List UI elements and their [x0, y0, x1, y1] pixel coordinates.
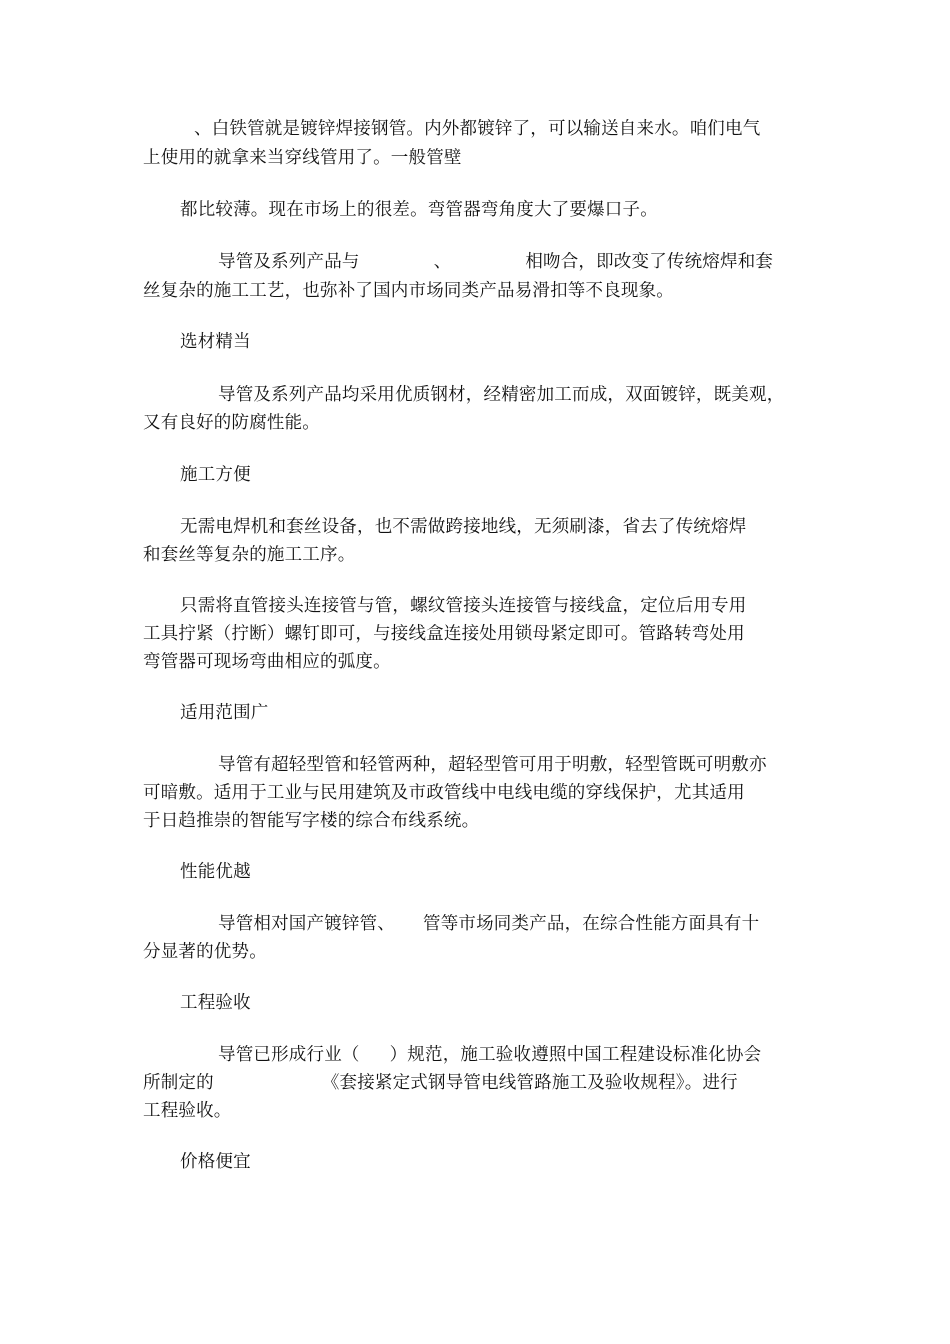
paragraph-material-line-2: 又有良好的防腐性能。 — [143, 413, 320, 433]
text-segment: ）规范，施工验收遵照中国工程建设标准化协会 — [389, 1045, 762, 1065]
paragraph-galvanized-pipe-line-1: 、白铁管就是镀锌焊接钢管。内外都镀锌了，可以输送自来水。咱们电气 — [194, 119, 761, 139]
text-segment: 所制定的 — [143, 1073, 214, 1093]
text-segment: 相吻合，即改变了传统熔焊和套 — [525, 252, 774, 272]
paragraph-acceptance-line-3: 工程验收。 — [143, 1101, 232, 1121]
paragraph-product-intro-line-2: 丝复杂的施工工艺，也弥补了国内市场同类产品易滑扣等不良现象。 — [143, 281, 674, 301]
heading-project-acceptance: 工程验收 — [180, 993, 251, 1013]
paragraph-material-line-1: 导管及系列产品均采用优质钢材，经精密加工而成，双面镀锌，既美观， — [218, 385, 785, 405]
heading-wide-application: 适用范围广 — [180, 703, 269, 723]
text-segment: 《套接紧定式钢导管电线管路施工及验收规程》。进行 — [321, 1073, 738, 1093]
paragraph-performance-line-1 — [218, 910, 888, 938]
text-segment: 导管及系列产品与 — [218, 252, 360, 272]
paragraph-acceptance-line-2 — [143, 1069, 813, 1097]
paragraph-performance-line-2: 分显著的优势。 — [143, 942, 267, 962]
paragraph-installation-line-2: 工具拧紧（拧断）螺钉即可，与接线盒连接处用锁母紧定即可。管路转弯处用 — [143, 624, 745, 644]
paragraph-application-line-2: 可暗敷。适用于工业与民用建筑及市政管线中电线电缆的穿线保护，尤其适用 — [143, 783, 745, 803]
paragraph-thin-wall: 都比较薄。现在市场上的很差。弯管器弯角度大了要爆口子。 — [180, 200, 658, 220]
heading-material-selection: 选材精当 — [180, 332, 251, 352]
paragraph-galvanized-pipe-line-2: 上使用的就拿来当穿线管用了。一般管壁 — [143, 148, 462, 168]
paragraph-installation-line-1: 只需将直管接头连接管与管，螺纹管接头连接管与接线盒，定位后用专用 — [180, 596, 747, 616]
paragraph-application-line-3: 于日趋推崇的智能写字楼的综合布线系统。 — [143, 811, 480, 831]
paragraph-no-welding-line-1: 无需电焊机和套丝设备，也不需做跨接地线，无须刷漆，省去了传统熔焊 — [180, 517, 747, 537]
heading-superior-performance: 性能优越 — [180, 862, 251, 882]
paragraph-installation-line-3: 弯管器可现场弯曲相应的弧度。 — [143, 652, 391, 672]
paragraph-application-line-1: 导管有超轻型管和轻管两种，超轻型管可用于明敷，轻型管既可明敷亦 — [218, 755, 767, 775]
paragraph-product-intro-line-1 — [218, 248, 888, 276]
paragraph-no-welding-line-2: 和套丝等复杂的施工工序。 — [143, 545, 356, 565]
heading-easy-construction: 施工方便 — [180, 465, 251, 485]
text-segment: 导管相对国产镀锌管、 — [218, 914, 395, 934]
text-segment: 管等市场同类产品，在综合性能方面具有十 — [423, 914, 760, 934]
heading-low-price: 价格便宜 — [180, 1152, 251, 1172]
paragraph-acceptance-line-1 — [218, 1041, 888, 1069]
text-segment: 导管已形成行业（ — [218, 1045, 360, 1065]
text-segment: 、 — [433, 252, 452, 272]
